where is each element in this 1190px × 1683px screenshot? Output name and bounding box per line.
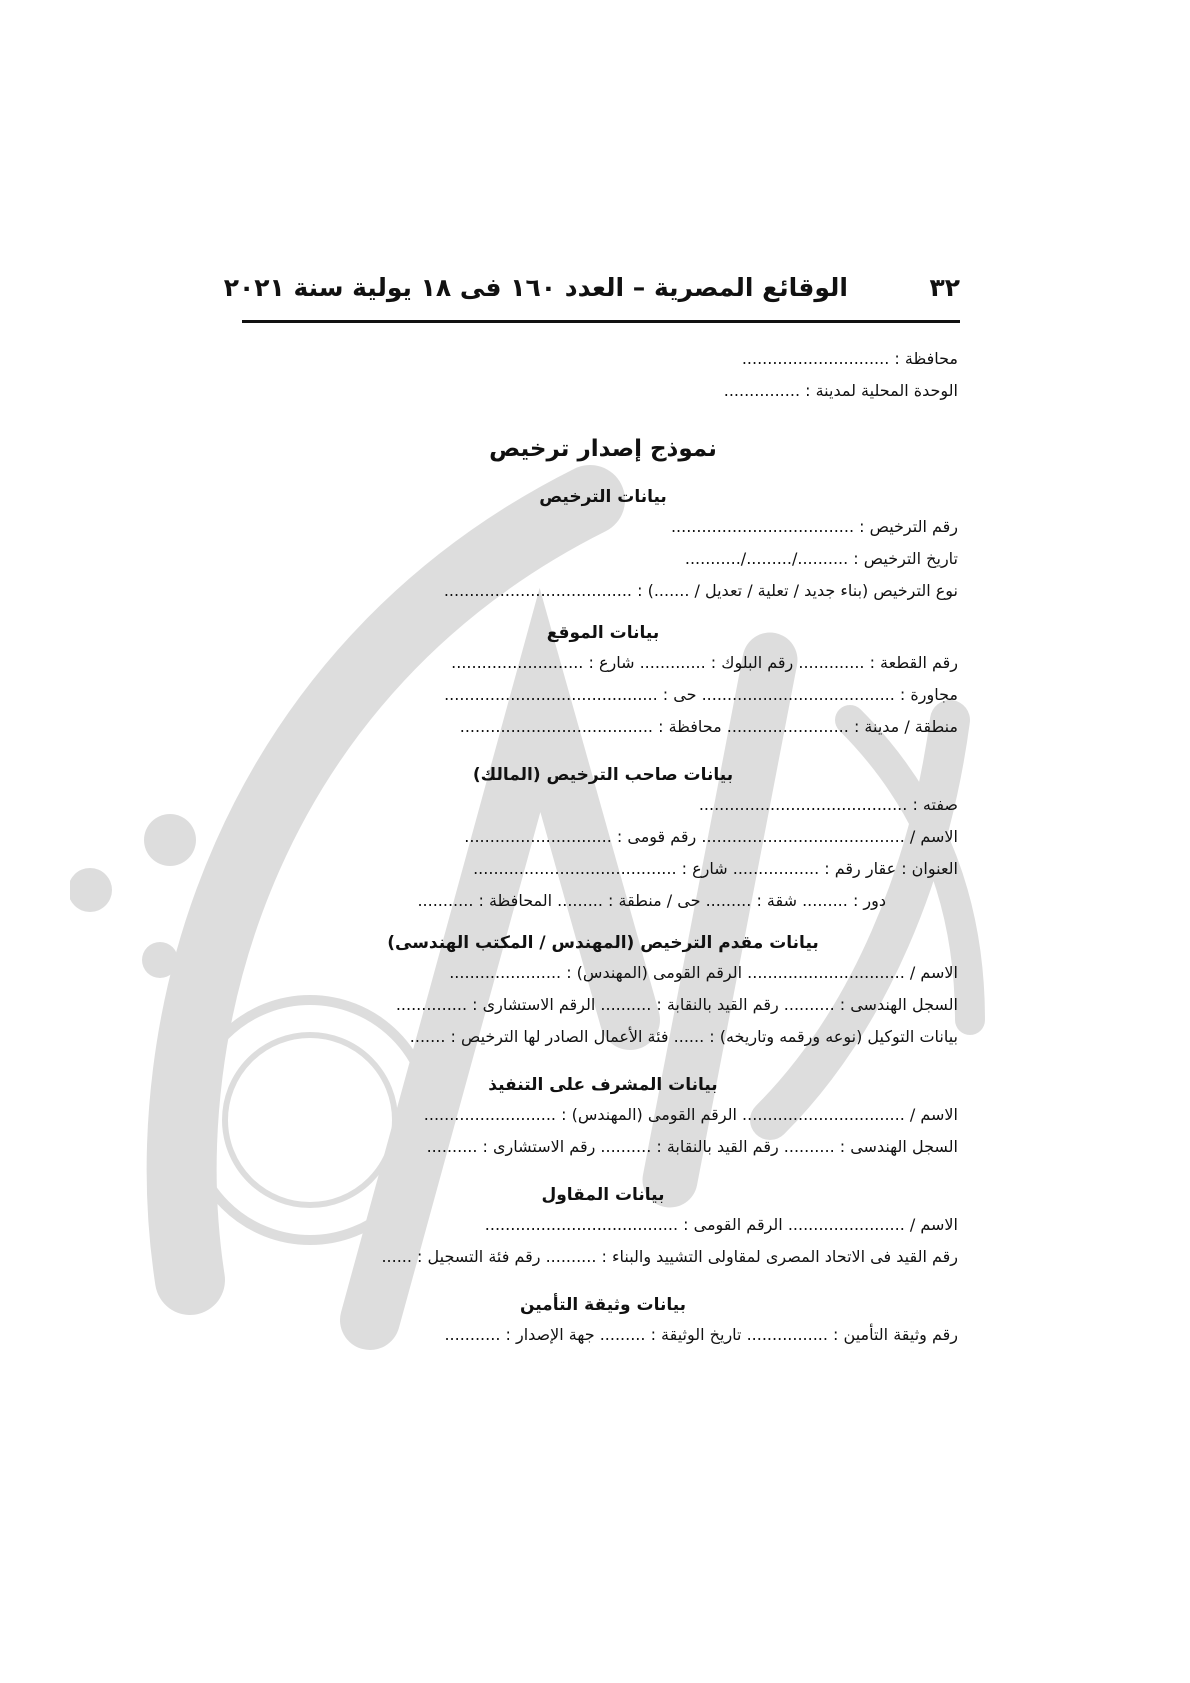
section-heading-contractor: بيانات المقاول <box>541 1185 665 1205</box>
form-line: الاسم / ....................... الرقم القومى : ...................................... <box>484 1215 958 1234</box>
form-line-indented: دور : ......... شقة : ......... حى / منطقة : ......... المحافظة : ........... <box>417 891 886 910</box>
form-line: صفته : ......................................... <box>698 795 958 814</box>
form-line: منطقة / مدينة : ........................ محافظة : ...................................... <box>459 717 958 736</box>
section-heading-owner: بيانات صاحب الترخيص (المالك) <box>472 765 734 785</box>
page-header <box>223 273 960 309</box>
form-line: مجاورة : ...................................... حى : .......................................... <box>444 685 958 704</box>
section-heading-insurance: بيانات وثيقة التأمين <box>519 1295 687 1315</box>
local-unit-line: الوحدة المحلية لمدينة : ............... <box>723 381 958 400</box>
form-line: بيانات التوكيل (نوعه ورقمه وتاريخه) : ...... فئة الأعمال الصادر لها الترخيص : ....... <box>409 1027 958 1046</box>
section-heading-supervisor: بيانات المشرف على التنفيذ <box>488 1075 718 1095</box>
form-line: السجل الهندسى : .......... رقم القيد بالنقابة : .......... رقم الاستشارى : .......... <box>426 1137 958 1156</box>
form-line: العنوان : عقار رقم : ................. شارع : ........................................ <box>473 859 958 878</box>
section-heading-license: بيانات الترخيص <box>539 487 667 507</box>
form-line: رقم وثيقة التأمين : ................ تاريخ الوثيقة : ......... جهة الإصدار : ........... <box>444 1325 958 1344</box>
form-line: الاسم / ............................... الرقم القومى (المهندس) : ...................... <box>449 963 958 982</box>
header-rule <box>242 320 960 323</box>
form-title: نموذج إصدار ترخيص <box>489 436 717 462</box>
section-heading-applicant: بيانات مقدم الترخيص (المهندس / المكتب الهندسى) <box>387 933 819 953</box>
section-heading-site: بيانات الموقع <box>546 623 660 643</box>
form-line: الاسم / ................................ الرقم القومى (المهندس) : .......................... <box>423 1105 958 1124</box>
journal-title: الوقائع المصرية – العدد ١٦٠ فى ١٨ يولية سنة ٢٠٢١ <box>223 273 848 302</box>
form-line: رقم القيد فى الاتحاد المصرى لمقاولى التشييد والبناء : .......... رقم فئة التسجيل : ...... <box>381 1247 958 1266</box>
form-line: السجل الهندسى : .......... رقم القيد بالنقابة : .......... الرقم الاستشارى : .............. <box>395 995 958 1014</box>
form-line: الاسم / ........................................ رقم قومى : ............................. <box>464 827 958 846</box>
form-content <box>248 349 958 1357</box>
governorate-line: محافظة : ............................. <box>741 349 958 368</box>
form-line: تاريخ الترخيص : ........../........./........... <box>684 549 958 568</box>
form-line: رقم الترخيص : .................................... <box>670 517 958 536</box>
form-line: نوع الترخيص (بناء جديد / تعلية / تعديل / .......) : ..................................... <box>443 581 958 600</box>
form-line: رقم القطعة : ............. رقم البلوك : ............. شارع : .......................... <box>451 653 958 672</box>
page-number: ٣٢ <box>929 273 960 302</box>
